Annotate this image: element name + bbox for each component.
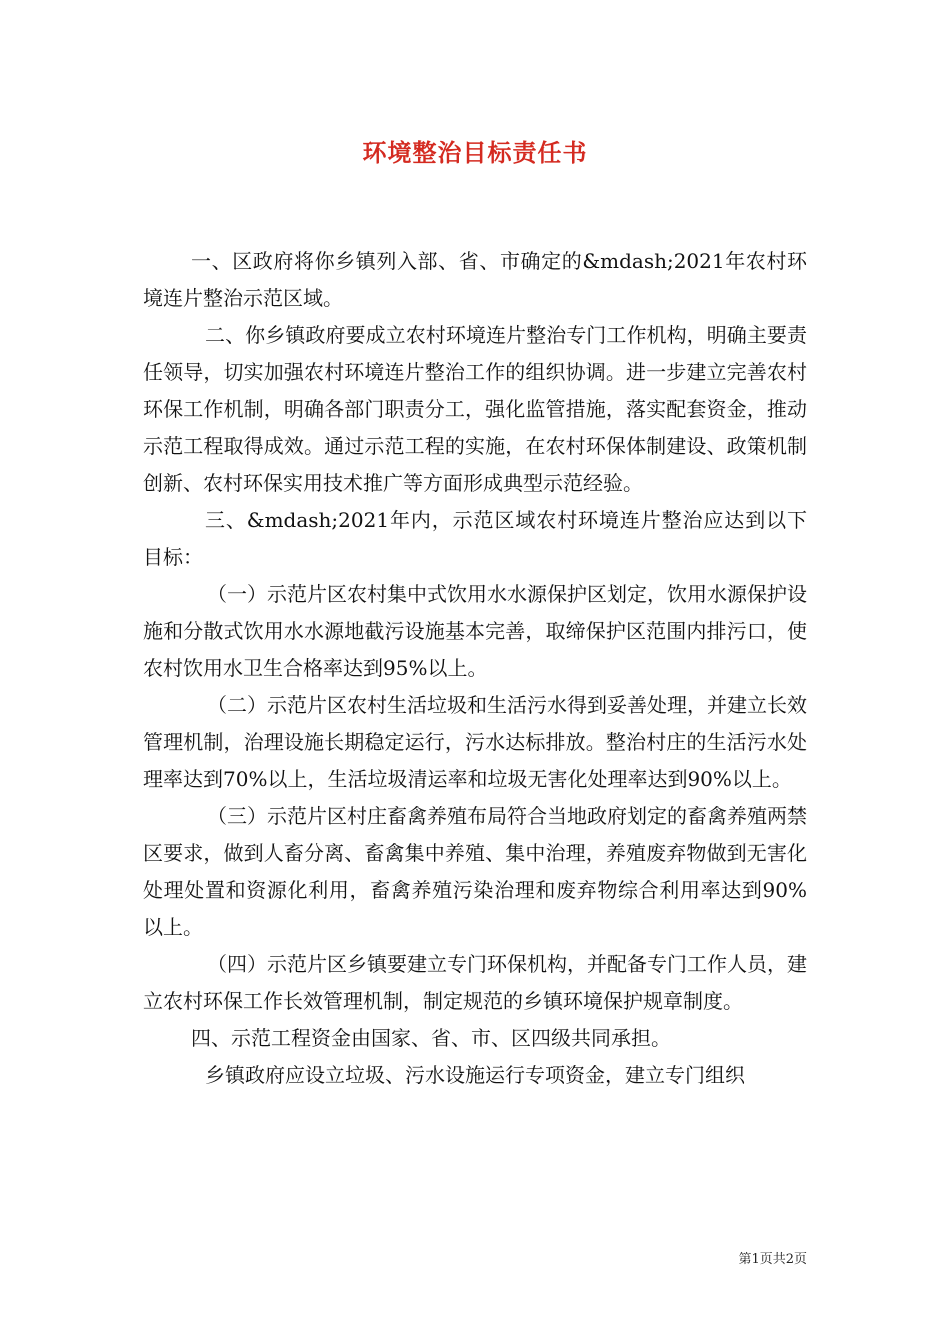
paragraph-3: 三、&mdash;2021年内，示范区域农村环境连片整治应达到以下目标： xyxy=(143,508,807,569)
paragraph-9: 乡镇政府应设立垃圾、污水设施运行专项资金，建立专门组织 xyxy=(205,1063,745,1087)
page-number: 第1页共2页 xyxy=(738,1252,807,1267)
document-title: 环境整治目标责任书 xyxy=(362,138,588,167)
document-body xyxy=(143,243,807,1094)
paragraph-1: 一、区政府将你乡镇列入部、省、市确定的&mdash;2021年农村环境连片整治示范区域。 xyxy=(143,249,807,310)
paragraph-7: （四）示范片区乡镇要建立专门环保机构，并配备专门工作人员，建立农村环保工作长效管理机制，制定规范的乡镇环境保护规章制度。 xyxy=(143,952,807,1013)
paragraph-4: （一）示范片区农村集中式饮用水水源保护区划定，饮用水源保护设施和分散式饮用水水源地截污设施基本完善，取缔保护区范围内排污口，使农村饮用水卫生合格率达到95%以上。 xyxy=(143,582,807,680)
paragraph-6: （三）示范片区村庄畜禽养殖布局符合当地政府划定的畜禽养殖两禁区要求，做到人畜分离、畜禽集中养殖、集中治理，养殖废弃物做到无害化处理处置和资源化利用，畜禽养殖污染治理和废弃物综合利用率达到90%以上。 xyxy=(143,804,807,939)
paragraph-8: 四、示范工程资金由国家、省、市、区四级共同承担。 xyxy=(191,1026,671,1050)
paragraph-5: （二）示范片区农村生活垃圾和生活污水得到妥善处理，并建立长效管理机制，治理设施长期稳定运行，污水达标排放。整治村庄的生活污水处理率达到70%以上，生活垃圾清运率和垃圾无害化处理率达到90%以上。 xyxy=(143,693,807,791)
paragraph-2: 二、你乡镇政府要成立农村环境连片整治专门工作机构，明确主要责任领导，切实加强农村环境连片整治工作的组织协调。进一步建立完善农村环保工作机制，明确各部门职责分工，强化监管措施，落实配套资金，推动示范工程取得成效。通过示范工程的实施，在农村环保体制建设、政策机制创新、农村环保实用技术推广等方面形成典型示范经验。 xyxy=(143,323,807,495)
